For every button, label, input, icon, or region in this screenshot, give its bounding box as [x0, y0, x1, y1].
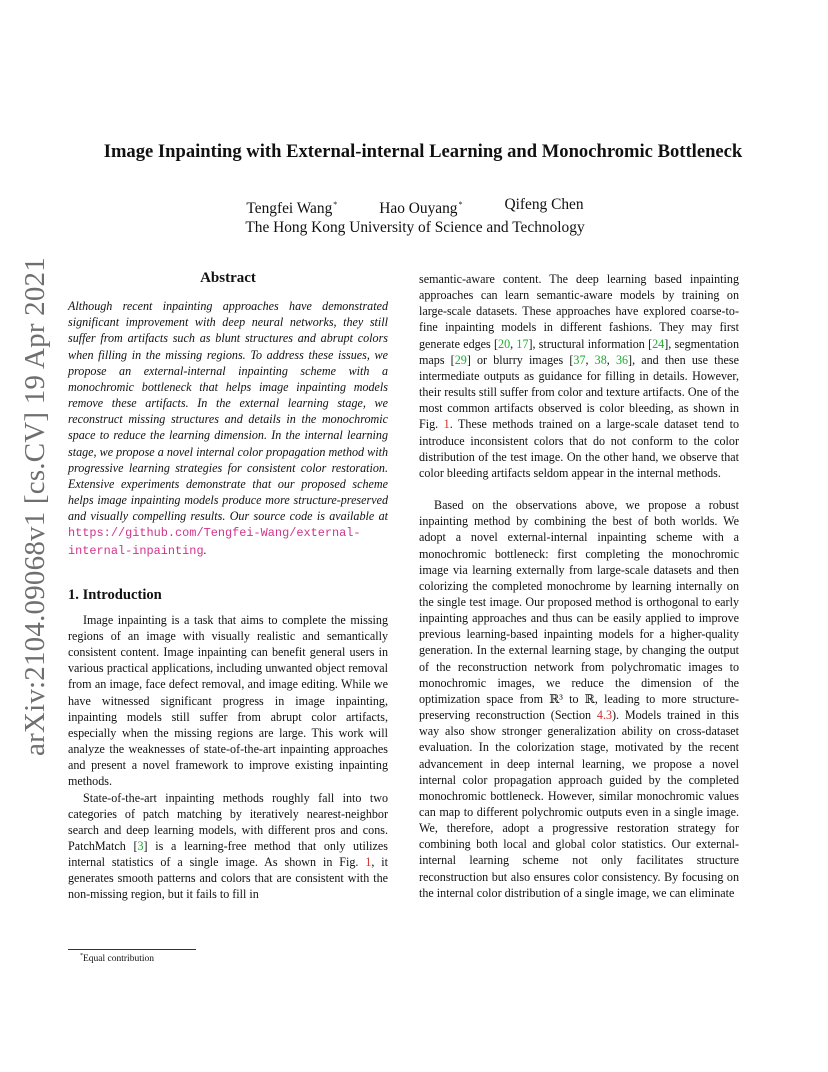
author-block [120, 195, 710, 237]
author: Qifeng Chen [504, 196, 584, 213]
abstract-heading: Abstract [200, 270, 256, 286]
author: Hao Ouyang* [379, 200, 463, 217]
right-column [419, 271, 739, 901]
figure-link[interactable]: 1 [365, 855, 372, 870]
citation-link[interactable]: 24 [652, 336, 665, 351]
paper-title: Image Inpainting with External-internal Learning and Monochromic Bottleneck [103, 141, 743, 162]
figure-link[interactable]: 1 [443, 417, 450, 432]
equal-contribution-mark: * [458, 200, 463, 209]
citation-link[interactable]: 17 [516, 336, 529, 351]
paragraph: semantic-aware content. The deep learning based inpainting approaches can learn semantic-aware models by training on large-scale datasets. These approaches have explored coarse-to-fine inpainting models in different fashions. They may first generate edges [20, 17], structural information [24], segmentation maps [29] or blurry images [37, 38, 36], and then use these intermediate outputs as guidance for filling in details. However, their results still suffer from color and texture artifacts. One of the most common artifacts observed is color bleeding, as shown in Fig. 1. These methods trained on a large-scale dataset tend to introduce inconsistent colors that do not conform to the color distribution of the test image. On the other hand, we observe that color bleeding artifacts seldom appear in the internal methods. [419, 272, 740, 480]
citation-link[interactable]: 3 [137, 839, 144, 853]
section-link[interactable]: 4.3 [596, 708, 613, 723]
arxiv-stamp: arXiv:2104.09068v1 [cs.CV] 19 Apr 2021 [19, 257, 51, 756]
code-link[interactable]: https://github.com/Tengfei-Wang/external-internal-inpainting [68, 526, 361, 558]
author-names [120, 195, 710, 218]
section-heading-introduction: 1. Introduction [68, 586, 162, 603]
footnote-divider [68, 949, 196, 950]
footnote: *Equal contribution [80, 953, 154, 964]
citation-link[interactable]: 38 [594, 352, 607, 367]
equal-contribution-mark: * [333, 200, 338, 209]
abstract-text: Although recent inpainting approaches have demonstrated significant improvement with deep neural networks, they still suffer from artifacts such as blunt structures and abrupt colors when filling in the missing regions. To address these issues, we propose an external-internal inpainting scheme with a monochromic bottleneck that helps image inpainting models remove these artifacts. In the external learning stage, we reconstruct missing structures and details in the monochromic space to reduce the learning dimension. In the internal learning stage, we propose a novel internal color propagation method with progressive learning strategies for consistent color restoration. Extensive experiments demonstrate that our proposed scheme helps image inpainting models produce more structure-preserved and visually compelling results. Our source code is available at https://github.com/Tengfei-Wang/external-internal-inpainting. [68, 299, 388, 558]
paragraph: Image inpainting is a task that aims to complete the missing regions of an image with visually realistic and semantically consistent content. Image inpainting can benefit general users in various practical applications, including unwanted object removal from an image, face defect removal, and image editing. While we have witnessed significant progress in image inpainting, inpainting models still suffer from abrupt color artifacts, especially when the missing regions are large. This work will analyze the weaknesses of state-of-the-art inpainting approaches and present a novel framework to improve existing inpainting methods. [68, 612, 388, 789]
citation-link[interactable]: 20 [498, 336, 511, 351]
paragraph: State-of-the-art inpainting methods roughly fall into two categories of patch matching by iteratively nearest-neighbor search and deep learning models, with different pros and cons. PatchMatch [3] is a learning-free method that only utilizes internal statistics of a single image. As shown in Fig. 1, it generates smooth patterns and colors that are consistent with the non-missing region, but it fails to fill in [68, 790, 388, 902]
citation-link[interactable]: 29 [454, 352, 467, 367]
paragraph: Based on the observations above, we propose a robust inpainting method by combining the best of both worlds. We adopt a novel external-internal inpainting scheme with a monochromic bottleneck: first completing the monochromic image via learning externally from large-scale datasets and then colorizing the completed monochrome by learning internally on the single test image. Our proposed method is orthogonal to early inpainting approaches and thus can be easily applied to improve previous learning-based inpainting models for a higher-quality generation. In the external learning stage, by changing the output of the reconstruction network from polychromatic images to monochromic images, we reduce the dimension of the optimization space from ℝ³ to ℝ, leading to more structure-preserving reconstruction (Section 4.3). Models trained in this way also show stronger generalization ability on cross-dataset evaluation. In the colorization stage, motivated by the recent advancement in deep internal learning, we propose a novel internal color propagation approach guided by the completed monochromic bottleneck. However, similar monochromic values can map to different polychromic outputs even in a single image. We, therefore, adopt a progressive restoration strategy for combining both local and global color statistics. Our external-internal learning scheme not only facilitates structure reconstruction but also ensures color consistency. By focusing on the internal color distribution of a single image, we can eliminate [419, 498, 739, 900]
author: Tengfei Wang* [246, 200, 338, 217]
left-column [68, 270, 388, 903]
affiliation: The Hong Kong University of Science and Technology [245, 219, 585, 236]
citation-link[interactable]: 36 [615, 352, 629, 367]
citation-link[interactable]: 37 [573, 352, 586, 367]
